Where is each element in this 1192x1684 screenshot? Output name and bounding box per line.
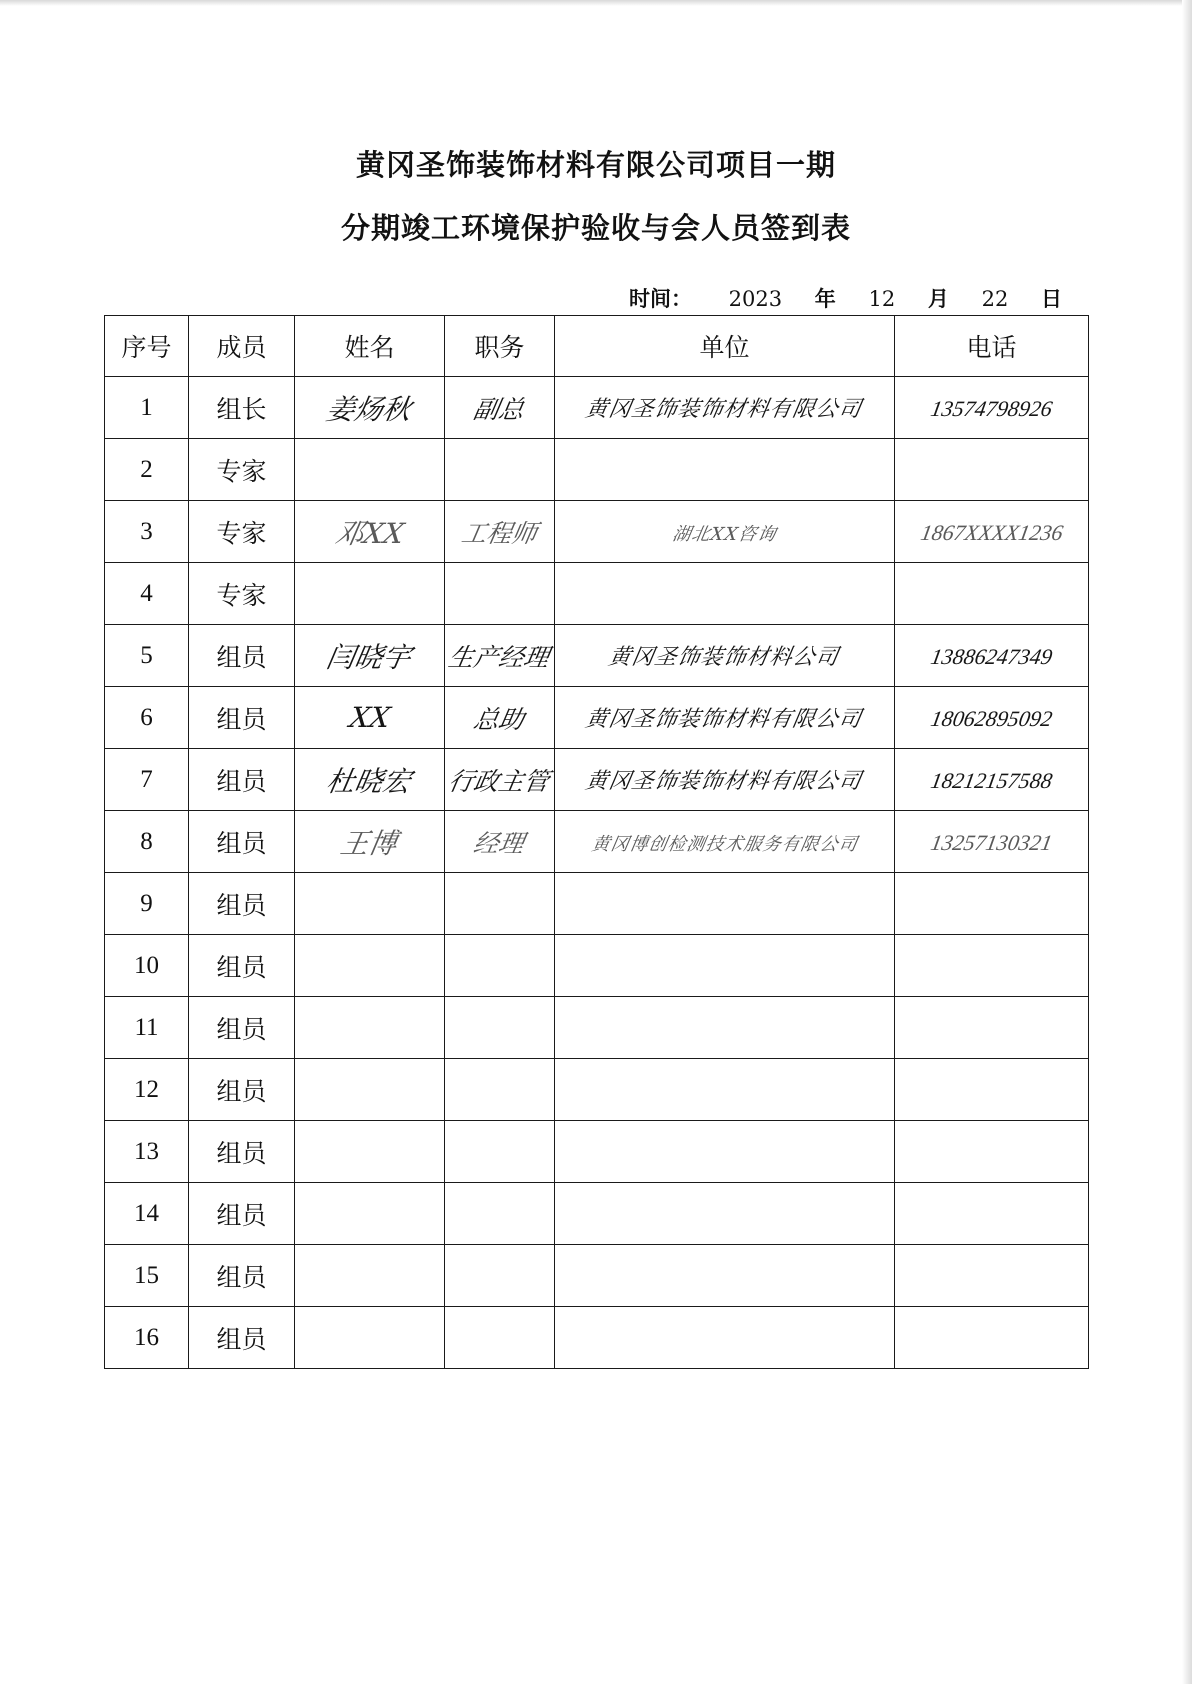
- row-role: 组员: [189, 1059, 295, 1121]
- table-row: [105, 439, 1089, 501]
- row-name-cell: [295, 501, 445, 563]
- row-phone-handwriting: 1867XXXX1236: [918, 520, 1065, 545]
- row-unit-cell: [555, 1307, 895, 1369]
- row-unit-cell: [555, 1121, 895, 1183]
- date-day: 22: [981, 287, 1009, 311]
- row-name-handwriting: 姜炀秋: [324, 392, 415, 426]
- row-title-cell: [445, 997, 555, 1059]
- row-title-cell: [445, 749, 555, 811]
- row-role: 组员: [189, 873, 295, 935]
- row-role: 专家: [189, 501, 295, 563]
- row-title-cell: [445, 1121, 555, 1183]
- row-name-cell: [295, 1183, 445, 1245]
- row-name-cell: [295, 873, 445, 935]
- row-unit-handwriting: 湖北XX咨询: [670, 524, 778, 545]
- row-role: 组员: [189, 687, 295, 749]
- row-phone-cell: [895, 687, 1089, 749]
- row-unit-handwriting: 黄冈圣饰装饰材料公司: [606, 645, 842, 670]
- row-role: 组员: [189, 997, 295, 1059]
- row-title-cell: [445, 811, 555, 873]
- table-row: [105, 1183, 1089, 1245]
- row-name-handwriting: 杜晓宏: [324, 764, 415, 798]
- row-phone-cell: [895, 873, 1089, 935]
- date-day-unit: 日: [1041, 287, 1062, 311]
- row-phone-cell: [895, 935, 1089, 997]
- row-title-handwriting: 总助: [471, 704, 527, 734]
- row-phone-cell: [895, 625, 1089, 687]
- row-unit-cell: [555, 439, 895, 501]
- row-role: 组员: [189, 1307, 295, 1369]
- row-title-cell: [445, 935, 555, 997]
- row-index: 13: [105, 1121, 189, 1183]
- table-row: [105, 1245, 1089, 1307]
- row-name-cell: [295, 377, 445, 439]
- row-phone-cell: [895, 1245, 1089, 1307]
- row-name-handwriting: XX: [346, 701, 393, 734]
- row-role: 组员: [189, 1245, 295, 1307]
- row-title-cell: [445, 1183, 555, 1245]
- row-index: 8: [105, 811, 189, 873]
- row-name-cell: [295, 1121, 445, 1183]
- row-phone-handwriting: 18062895092: [928, 706, 1055, 731]
- date-year: 2023: [728, 287, 783, 311]
- row-unit-cell: [555, 1183, 895, 1245]
- table-row: [105, 873, 1089, 935]
- row-name-cell: [295, 749, 445, 811]
- row-phone-handwriting: 13574798926: [928, 396, 1055, 421]
- row-index: 6: [105, 687, 189, 749]
- row-phone-handwriting: 13886247349: [928, 644, 1055, 669]
- row-index: 16: [105, 1307, 189, 1369]
- table-row: [105, 1059, 1089, 1121]
- sign-in-table: [104, 315, 1089, 1369]
- row-name-cell: [295, 811, 445, 873]
- row-title-handwriting: 经理: [471, 828, 527, 858]
- table-body: [105, 377, 1089, 1369]
- row-role: 组员: [189, 1121, 295, 1183]
- row-index: 1: [105, 377, 189, 439]
- header-phone: 电话: [895, 316, 1089, 377]
- row-unit-cell: [555, 625, 895, 687]
- row-name-cell: [295, 625, 445, 687]
- table-row: [105, 1121, 1089, 1183]
- row-unit-cell: [555, 873, 895, 935]
- row-role: 组员: [189, 935, 295, 997]
- row-name-cell: [295, 563, 445, 625]
- row-phone-cell: [895, 997, 1089, 1059]
- row-index: 3: [105, 501, 189, 563]
- row-name-handwriting: 邓XX: [332, 516, 407, 550]
- date-label: 时间：: [628, 287, 692, 311]
- row-unit-cell: [555, 1059, 895, 1121]
- row-unit-cell: [555, 1245, 895, 1307]
- row-unit-handwriting: 黄冈圣饰装饰材料有限公司: [583, 707, 865, 732]
- row-unit-cell: [555, 749, 895, 811]
- row-title-handwriting: 副总: [471, 394, 527, 424]
- row-title-cell: [445, 439, 555, 501]
- date-month-unit: 月: [927, 287, 949, 311]
- table-row: [105, 997, 1089, 1059]
- row-index: 5: [105, 625, 189, 687]
- row-name-cell: [295, 1059, 445, 1121]
- header-title: 职务: [445, 316, 555, 377]
- row-name-handwriting: 王博: [338, 826, 401, 860]
- table-row: [105, 377, 1089, 439]
- row-unit-cell: [555, 997, 895, 1059]
- row-phone-cell: [895, 1059, 1089, 1121]
- row-index: 15: [105, 1245, 189, 1307]
- row-role: 组员: [189, 625, 295, 687]
- row-unit-cell: [555, 687, 895, 749]
- row-unit-cell: [555, 811, 895, 873]
- row-title-handwriting: 工程师: [459, 518, 540, 548]
- table-row: [105, 687, 1089, 749]
- row-role: 组长: [189, 377, 295, 439]
- table-row: [105, 749, 1089, 811]
- document-title-line2: 分期竣工环境保护验收与会人员签到表: [340, 211, 851, 245]
- scan-edge-top: [0, 0, 1192, 6]
- row-index: 11: [105, 997, 189, 1059]
- row-name-cell: [295, 1245, 445, 1307]
- row-phone-cell: [895, 377, 1089, 439]
- row-phone-cell: [895, 1307, 1089, 1369]
- row-title-cell: [445, 1307, 555, 1369]
- row-title-handwriting: 行政主管: [446, 766, 552, 796]
- scan-edge-right: [1182, 0, 1192, 1684]
- table-row: [105, 625, 1089, 687]
- date-line: [629, 283, 1080, 313]
- row-unit-cell: [555, 501, 895, 563]
- row-index: 4: [105, 563, 189, 625]
- row-phone-cell: [895, 563, 1089, 625]
- row-title-cell: [445, 563, 555, 625]
- row-unit-cell: [555, 935, 895, 997]
- header-role: 成员: [189, 316, 295, 377]
- row-title-cell: [445, 501, 555, 563]
- row-index: 14: [105, 1183, 189, 1245]
- row-title-cell: [445, 625, 555, 687]
- row-phone-handwriting: 13257130321: [928, 830, 1055, 855]
- row-phone-cell: [895, 501, 1089, 563]
- date-year-unit: 年: [814, 287, 836, 311]
- header-name: 姓名: [295, 316, 445, 377]
- row-phone-cell: [895, 811, 1089, 873]
- row-unit-handwriting: 黄冈圣饰装饰材料有限公司: [583, 397, 865, 422]
- row-phone-handwriting: 18212157588: [928, 768, 1055, 793]
- row-name-cell: [295, 997, 445, 1059]
- row-phone-cell: [895, 1183, 1089, 1245]
- row-unit-cell: [555, 563, 895, 625]
- table-row: [105, 935, 1089, 997]
- row-index: 7: [105, 749, 189, 811]
- row-name-cell: [295, 439, 445, 501]
- row-role: 专家: [189, 563, 295, 625]
- row-index: 2: [105, 439, 189, 501]
- row-title-cell: [445, 873, 555, 935]
- row-index: 9: [105, 873, 189, 935]
- table-row: [105, 811, 1089, 873]
- row-role: 组员: [189, 749, 295, 811]
- row-name-cell: [295, 935, 445, 997]
- header-unit: 单位: [555, 316, 895, 377]
- row-role: 专家: [189, 439, 295, 501]
- row-unit-handwriting: 黄冈圣饰装饰材料有限公司: [583, 769, 865, 794]
- row-unit-handwriting: 黄冈博创检测技术服务有限公司: [589, 834, 860, 855]
- row-phone-cell: [895, 749, 1089, 811]
- row-title-cell: [445, 377, 555, 439]
- row-role: 组员: [189, 1183, 295, 1245]
- row-name-cell: [295, 1307, 445, 1369]
- table-row: [105, 1307, 1089, 1369]
- row-name-handwriting: 闫晓宇: [324, 640, 415, 674]
- table-row: [105, 501, 1089, 563]
- row-index: 12: [105, 1059, 189, 1121]
- row-phone-cell: [895, 439, 1089, 501]
- row-title-cell: [445, 1245, 555, 1307]
- date-month: 12: [868, 287, 896, 311]
- row-index: 10: [105, 935, 189, 997]
- header-index: 序号: [105, 316, 189, 377]
- document-title-line1: 黄冈圣饰装饰材料有限公司项目一期: [355, 148, 836, 182]
- row-phone-cell: [895, 1121, 1089, 1183]
- row-title-cell: [445, 1059, 555, 1121]
- table-header-row: [105, 316, 1089, 377]
- row-title-handwriting: 生产经理: [446, 642, 552, 672]
- row-unit-cell: [555, 377, 895, 439]
- row-role: 组员: [189, 811, 295, 873]
- row-name-cell: [295, 687, 445, 749]
- row-title-cell: [445, 687, 555, 749]
- table-row: [105, 563, 1089, 625]
